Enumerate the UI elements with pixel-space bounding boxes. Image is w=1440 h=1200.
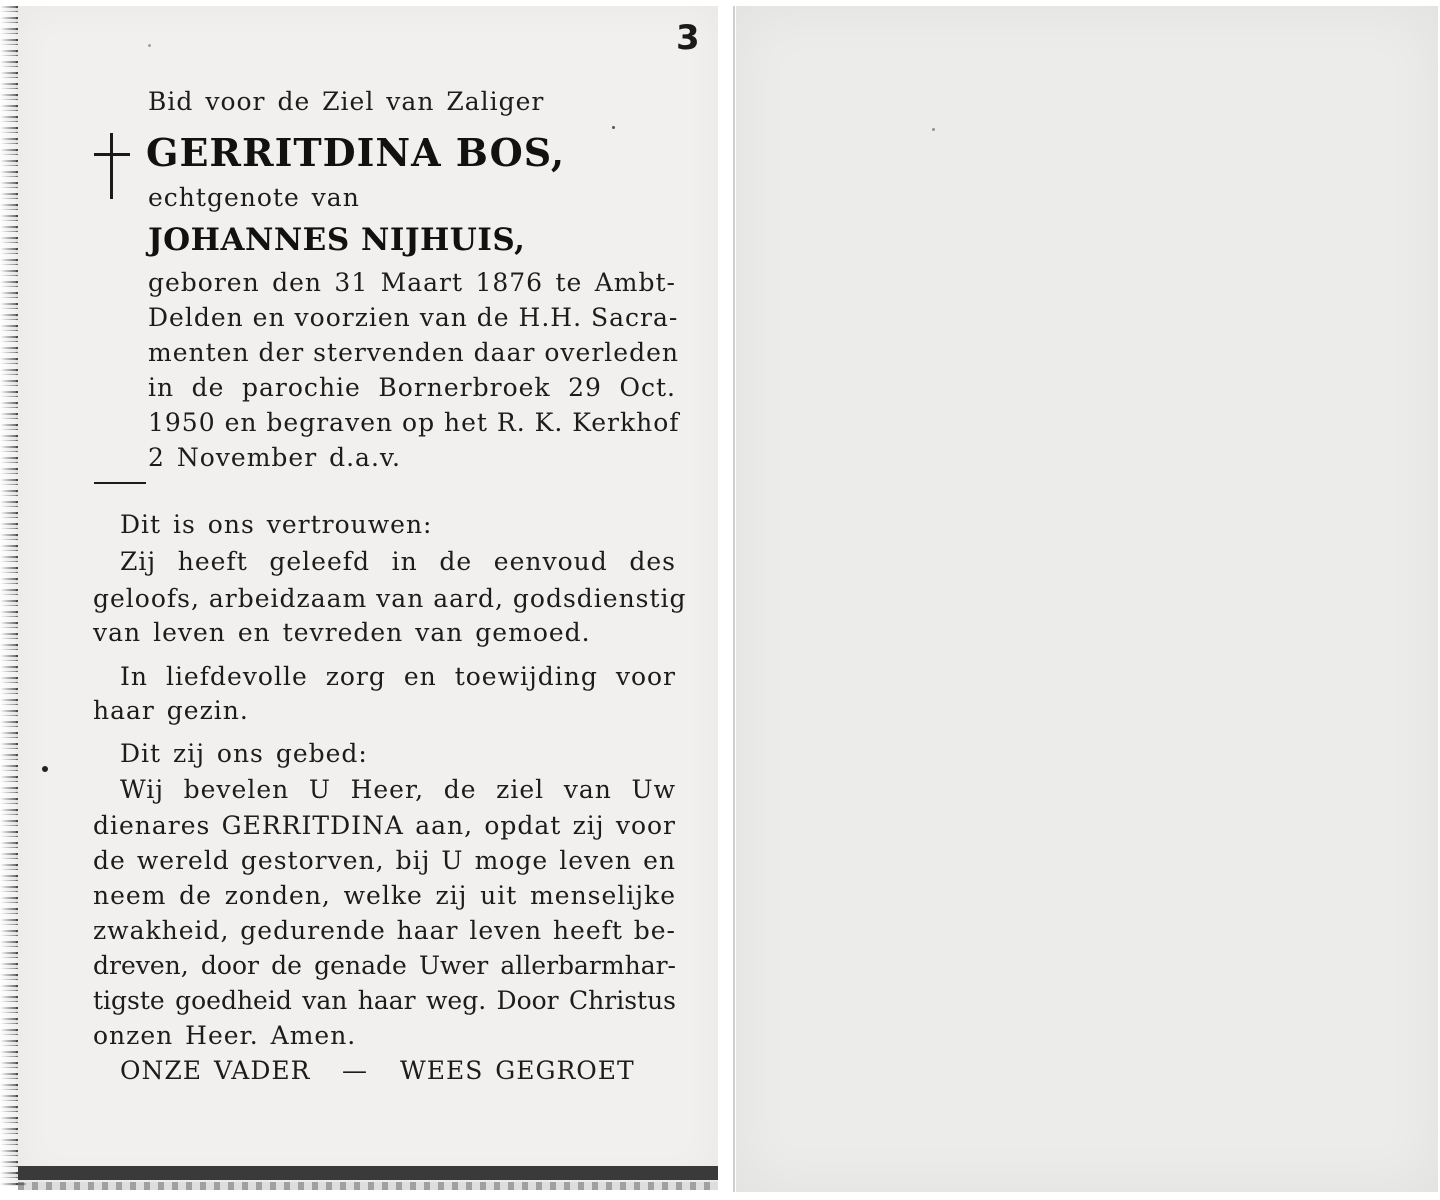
prayer-line: onzen Heer. Amen. <box>93 1021 357 1050</box>
memorial-card-back <box>736 6 1438 1192</box>
card-bottom-edge <box>18 1182 718 1190</box>
card-bottom-shadow <box>18 1166 718 1180</box>
bio-line: in de parochie Bornerbroek 29 Oct. <box>148 373 676 402</box>
prayer-line: tigste goedheid van haar weg. Door Christus <box>93 986 676 1015</box>
closing-hail-mary: WEES GEGROET <box>400 1056 635 1085</box>
intro-text: Bid voor de Ziel van Zaliger <box>148 87 545 116</box>
bio-line: menten der stervenden daar overleden <box>148 338 679 367</box>
deceased-name: GERRITDINA BOS, <box>146 130 566 175</box>
bio-line: 1950 en begraven op het R. K. Kerkhof <box>148 408 680 437</box>
card-separator <box>733 6 735 1192</box>
prayer-line: de wereld gestorven, bij U moge leven en <box>93 846 676 875</box>
prayer-line: zwakheid, gedurende haar leven heeft be- <box>93 916 676 945</box>
ink-speck <box>148 44 151 47</box>
prayer-line: dreven, door de genade Uwer allerbarmhar- <box>93 951 676 980</box>
cross-icon <box>92 133 132 203</box>
page-number: 3 <box>676 18 700 58</box>
prayer-line: dienares GERRITDINA aan, opdat zij voor <box>93 811 676 840</box>
trust-line: geloofs, arbeidzaam van aard, godsdienstig <box>93 584 687 613</box>
ink-speck <box>612 126 615 129</box>
prayer-heading: Dit zij ons gebed: <box>120 739 368 768</box>
spouse-name: JOHANNES NIJHUIS, <box>148 222 526 258</box>
trust-line: Zij heeft geleefd in de eenvoud des <box>120 547 676 576</box>
spouse-intro: echtgenote van <box>148 183 360 212</box>
ink-dot <box>42 766 48 772</box>
prayer-line: Wij bevelen U Heer, de ziel van Uw <box>120 775 676 804</box>
bio-line: 2 November d.a.v. <box>148 443 402 472</box>
paper-speck <box>932 128 935 131</box>
care-line: In liefdevolle zorg en toewijding voor <box>120 662 676 691</box>
trust-heading: Dit is ons vertrouwen: <box>120 510 433 539</box>
closing-dash: — <box>342 1056 368 1085</box>
bio-line: Delden en voorzien van de H.H. Sacra- <box>148 303 679 332</box>
trust-line: van leven en tevreden van gemoed. <box>93 618 591 647</box>
care-line: haar gezin. <box>93 696 249 725</box>
divider-rule <box>94 482 146 484</box>
bio-line: geboren den 31 Maart 1876 te Ambt- <box>148 268 676 297</box>
prayer-line: neem de zonden, welke zij uit menselijke <box>93 881 676 910</box>
scan-edge-mask <box>0 6 16 1186</box>
closing-our-father: ONZE VADER <box>120 1056 311 1085</box>
